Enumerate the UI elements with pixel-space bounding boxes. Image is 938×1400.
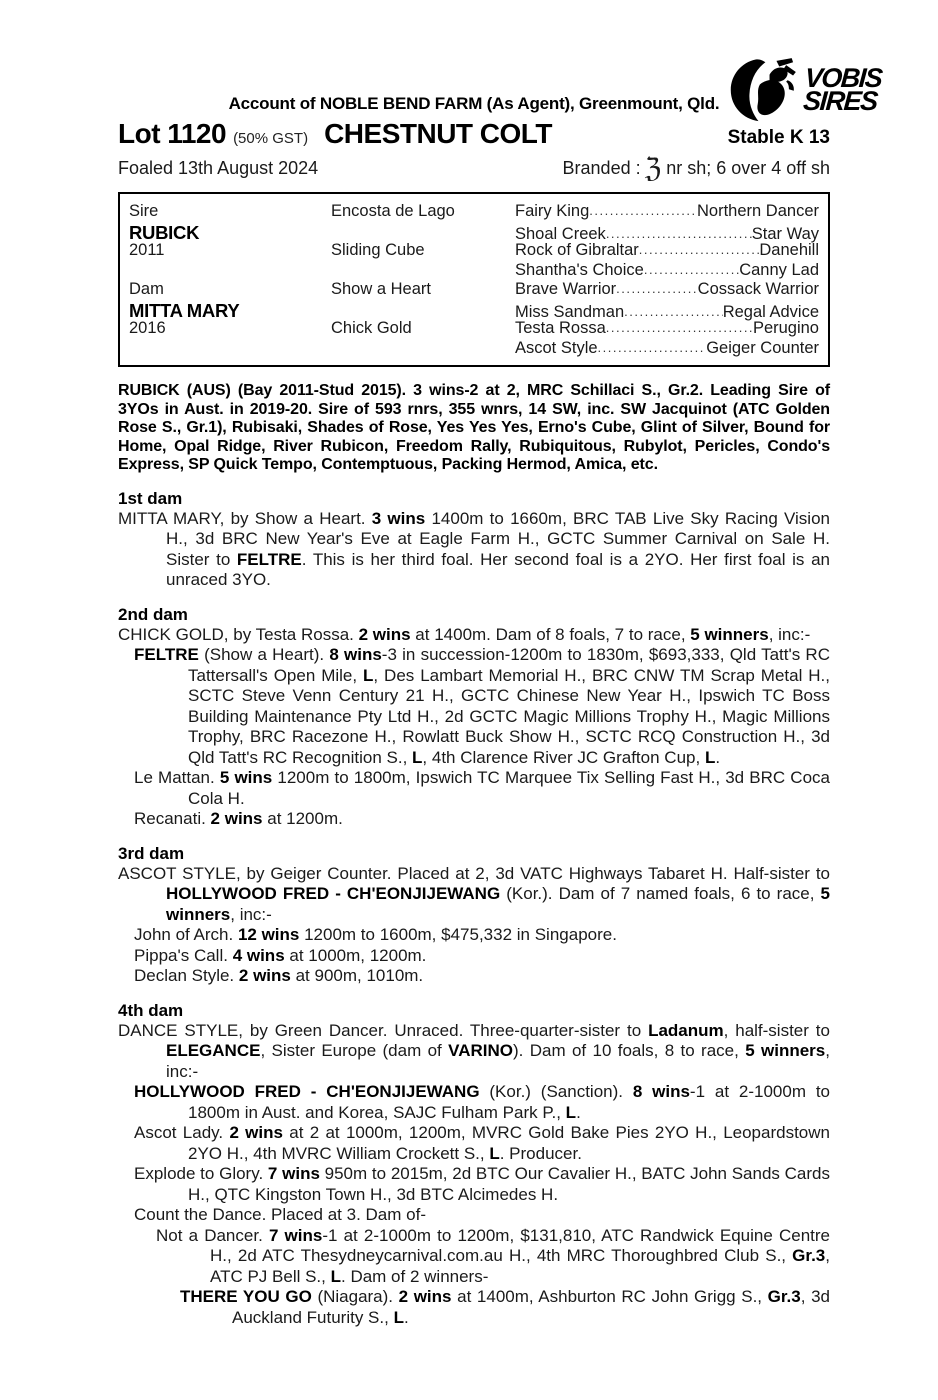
ancestor-name: Perugino bbox=[752, 319, 819, 337]
pedigree-row bbox=[129, 300, 819, 320]
leader-dots bbox=[644, 262, 739, 277]
pedigree-paragraph: MITTA MARY, by Show a Heart. 3 wins 1400m to 1660m, BRC TAB Live Sky Racing Vision H., 3d BRC New Year's Eve at Eagle Farm H., GCTC Summer Carnival on Sale H. Sister to FELTRE. This is her third foal. Her second foal is a 2YO. Her first foal is an unraced 3YO. bbox=[118, 508, 830, 589]
ancestor-name: Rock of Gibraltar bbox=[515, 241, 639, 259]
dam-section-1 bbox=[118, 488, 830, 591]
ancestor-name: Ascot Style bbox=[515, 338, 598, 357]
account-line: Account of NOBLE BEND FARM (As Agent), Greenmount, Qld. bbox=[228, 94, 720, 113]
pedigree-paragraph: DANCE STYLE, by Green Dancer. Unraced. Three-quarter-sister to Ladanum, half-sister to ELEGANCE, Sister Europe (dam of VARINO). Dam of 10 foals, 8 to race, 5 winners, inc:- bbox=[118, 1020, 830, 1081]
ancestor-name: Shantha's Choice bbox=[515, 260, 644, 279]
ancestor-name: Regal Advice bbox=[722, 302, 819, 321]
section-heading: 2nd dam bbox=[118, 604, 188, 624]
foaled-date: Foaled 13th August 2024 bbox=[118, 158, 319, 178]
logo-line-2: SIRES bbox=[802, 86, 878, 116]
pedigree-paragraph: FELTRE (Show a Heart). 8 wins-3 in succession-1200m to 1830m, $693,333, Qld Tatt's RC Tattersall's Open Mile, L, Des Lambart Memorial H., BRC CNW TM Scrap Metal H., SCTC Steve Venn Century 21 H., GCTC Chinese New Year H., Ipswich TC Boss Building Maintenance Pty Ltd H., 2d GCTC Magic Millions Trophy H., Magic Millions Trophy, BRC Racezone H., Rowlatt Buck Show H., SCTC RCQ Construction H., 3d Qld Tatt's RC Recognition S., L, 4th Clarence River JC Grafton Cup, L. bbox=[134, 645, 830, 767]
pedigree-paragraph: John of Arch. 12 wins 1200m to 1600m, $475,332 in Singapore. bbox=[134, 925, 617, 944]
pedigree-row bbox=[129, 319, 819, 339]
horse-title: CHESTNUT COLT bbox=[324, 118, 552, 149]
pedigree-paragraph: HOLLYWOOD FRED - CH'EONJIJEWANG (Kor.) (Sanction). 8 wins-1 at 2-1000m to 1800m in Aust. and Korea, SAJC Fulham Park P., L. bbox=[134, 1082, 830, 1122]
section-heading: 3rd dam bbox=[118, 843, 185, 863]
pedigree-row bbox=[129, 241, 819, 261]
ancestor-name: Star Way bbox=[751, 224, 819, 243]
pedigree-paragraph: Not a Dancer. 7 wins-1 at 2-1000m to 1200m, $131,810, ATC Randwick Equine Centre H., 2d ATC Thesydneycarnival.com.au H., 4th MRC Thoroughbred Club S., Gr.3, ATC PJ Bell S., L. Dam of 2 winners- bbox=[156, 1225, 830, 1286]
dam-role-label: Dam bbox=[129, 280, 164, 298]
pedigree-paragraph: Le Mattan. 5 wins 1200m to 1800m, Ipswich TC Marquee Tix Selling Fast H., 3d BRC Coca Cola H. bbox=[134, 768, 830, 808]
leader-dots bbox=[606, 226, 752, 241]
lot-number: Lot 1120 bbox=[118, 118, 227, 149]
leader-dots bbox=[606, 320, 753, 335]
ancestor-name: Cossack Warrior bbox=[697, 280, 819, 298]
dam-dam: Chick Gold bbox=[331, 319, 412, 337]
pedigree-row bbox=[129, 222, 819, 242]
section-heading: 1st dam bbox=[118, 488, 183, 508]
gst-note: (50% GST) bbox=[233, 130, 309, 147]
ancestor-name: Testa Rossa bbox=[515, 319, 606, 337]
dam-section-3 bbox=[118, 843, 830, 987]
branded-label: Branded : bbox=[562, 158, 641, 178]
dam-section-4 bbox=[118, 1000, 830, 1329]
pedigree-paragraph: Declan Style. 2 wins at 900m, 1010m. bbox=[134, 966, 424, 985]
pedigree-paragraph: ASCOT STYLE, by Geiger Counter. Placed at 2, 3d VATC Highways Tabaret H. Half-sister to HOLLYWOOD FRED - CH'EONJIJEWANG (Kor.). Dam of 7 named foals, 6 to race, 5 winners, inc:- bbox=[118, 863, 830, 924]
pedigree-paragraph: CHICK GOLD, by Testa Rossa. 2 wins at 1400m. Dam of 8 foals, 7 to race, 5 winners, inc:- bbox=[118, 624, 811, 644]
ancestor-name: Canny Lad bbox=[739, 260, 819, 279]
ancestor-name: Brave Warrior bbox=[515, 280, 617, 298]
dam-section-2 bbox=[118, 604, 830, 830]
leader-dots bbox=[589, 203, 697, 218]
ancestor-name: Danehill bbox=[759, 241, 819, 259]
pedigree-paragraph: Pippa's Call. 4 wins at 1000m, 1200m. bbox=[134, 945, 427, 965]
foaled-branded-row bbox=[118, 152, 830, 184]
pedigree-paragraph: Recanati. 2 wins at 1200m. bbox=[134, 809, 343, 828]
leader-dots bbox=[624, 304, 723, 319]
section-heading: 4th dam bbox=[118, 1000, 184, 1020]
sire-name: RUBICK bbox=[129, 221, 200, 243]
leader-dots bbox=[639, 242, 760, 257]
logo-line-1: VOBIS bbox=[803, 63, 883, 93]
branded-info bbox=[562, 152, 830, 184]
pedigree-paragraph: THERE YOU GO (Niagara). 2 wins at 1400m, Ashburton RC John Grigg S., Gr.3, 3d Auckland Futurity S., L. bbox=[180, 1287, 830, 1327]
pedigree-paragraph: Count the Dance. Placed at 3. Dam of- bbox=[134, 1205, 426, 1224]
sire-summary: RUBICK (AUS) (Bay 2011-Stud 2015). 3 wins-2 at 2, MRC Schillaci S., Gr.2. Leading Sire of 3YOs in Aust. in 2019-20. Sire of 593 rnrs, 355 wnrs, 14 SW, inc. SW Jacquinot (ATC Golden Rose S., Gr.1), Rubisaki, Shades of Rose, Yes Yes Yes, Erno's Cube, Glint of Silver, Bound for Home, Opal Ridge, River Rubicon, Freedom Rally, Rubiquitous, Rubylot, Pericles, Condo's Express, SP Quick Tempo, Contemptuous, Packing Hermod, Amica, etc. bbox=[118, 382, 830, 473]
ancestor-name: Geiger Counter bbox=[706, 338, 819, 357]
sire-grandsire: Encosta de Lago bbox=[331, 202, 455, 220]
sire-granddam: Sliding Cube bbox=[331, 241, 425, 259]
ancestor-name: Miss Sandman bbox=[515, 302, 625, 321]
pedigree-row bbox=[129, 202, 819, 222]
ancestor-name: Fairy King bbox=[515, 202, 590, 220]
pedigree-row bbox=[129, 261, 819, 281]
ancestor-name: Shoal Creek bbox=[515, 224, 606, 243]
dam-sire: Show a Heart bbox=[331, 280, 431, 298]
pedigree-paragraph: Ascot Lady. 2 wins at 2 at 1000m, 1200m, MVRC Gold Bake Pies 2YO H., Leopardstown 2YO H., 4th MVRC William Crockett S., L. Producer. bbox=[134, 1123, 830, 1163]
sire-year: 2011 bbox=[129, 241, 165, 259]
sire-role-label: Sire bbox=[129, 202, 159, 220]
stable-label: Stable K 13 bbox=[727, 127, 830, 148]
branded-detail: nr sh; 6 over 4 off sh bbox=[666, 158, 830, 178]
pedigree-paragraph: Explode to Glory. 7 wins 950m to 2015m, 2d BTC Our Cavalier H., BATC John Sands Cards H., QTC Kingston Town H., 3d BTC Alcimedes H. bbox=[134, 1164, 831, 1204]
pedigree-row bbox=[129, 339, 819, 359]
leader-dots bbox=[616, 281, 698, 296]
pedigree-table bbox=[118, 192, 830, 367]
leader-dots bbox=[598, 340, 707, 355]
dam-name: MITTA MARY bbox=[129, 299, 240, 321]
ancestor-name: Northern Dancer bbox=[697, 202, 819, 220]
lot-header bbox=[118, 118, 830, 150]
dam-year: 2016 bbox=[129, 319, 166, 337]
pedigree-row bbox=[129, 280, 819, 300]
brand-glyph-icon: ℨ bbox=[644, 152, 662, 184]
